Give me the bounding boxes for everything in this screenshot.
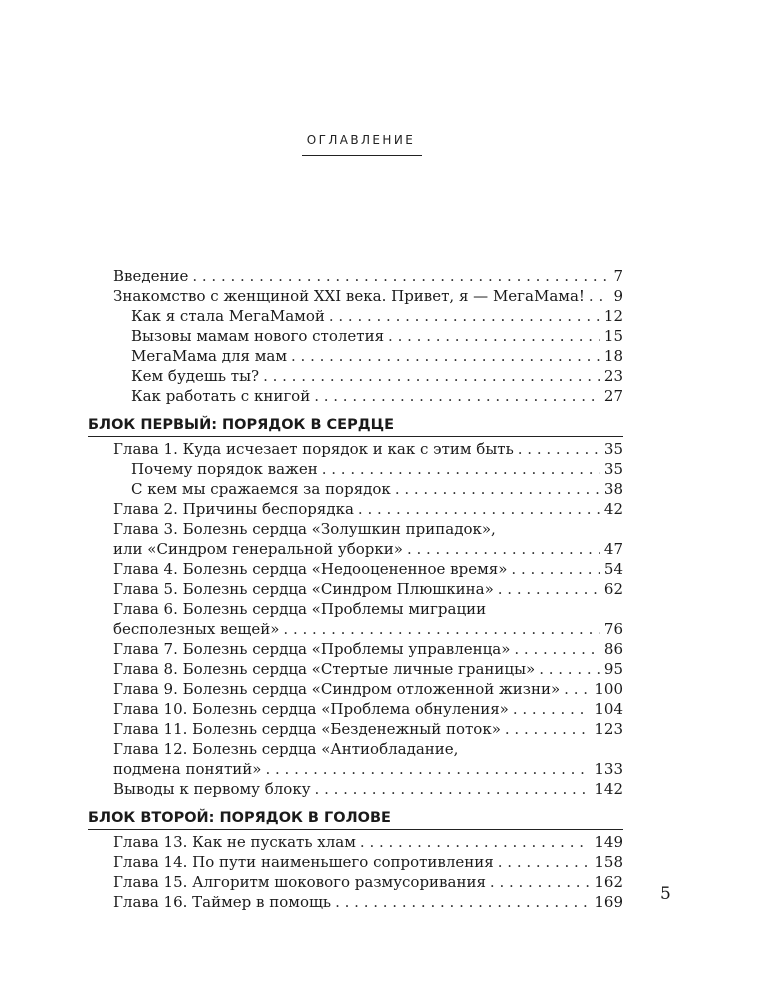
toc-entry-title: Глава 8. Болезнь сердца «Стертые личные границы» bbox=[113, 660, 536, 678]
toc-dot-leader bbox=[315, 779, 591, 799]
toc-dot-leader bbox=[322, 459, 600, 479]
toc-entry-page: 35 bbox=[603, 440, 623, 458]
toc-entry bbox=[113, 326, 623, 346]
toc-entry bbox=[113, 832, 623, 852]
toc-section bbox=[88, 807, 623, 912]
toc-entry-page: 162 bbox=[594, 873, 623, 891]
toc-entry bbox=[113, 559, 623, 579]
toc-dot-leader bbox=[395, 479, 600, 499]
toc-entry bbox=[113, 872, 623, 892]
toc-entry-page: 123 bbox=[594, 720, 623, 738]
toc-entry-page: 54 bbox=[603, 560, 623, 578]
toc-entry-page: 27 bbox=[603, 387, 623, 405]
toc-entry bbox=[113, 519, 623, 539]
toc-dot-leader bbox=[358, 499, 600, 519]
toc-entry bbox=[113, 366, 623, 386]
toc-entry-title: Глава 12. Болезнь сердца «Антиобладание, bbox=[113, 740, 459, 758]
toc-entry-title: Глава 10. Болезнь сердца «Проблема обнуления» bbox=[113, 700, 509, 718]
toc-entry-page: 47 bbox=[603, 540, 623, 558]
toc-entry bbox=[113, 539, 623, 559]
toc-dot-leader bbox=[518, 439, 600, 459]
toc-entry-page: 7 bbox=[613, 267, 623, 285]
toc-entry-title: Глава 11. Болезнь сердца «Безденежный поток» bbox=[113, 720, 501, 738]
toc-entry bbox=[113, 659, 623, 679]
toc-entry-page: 18 bbox=[603, 347, 623, 365]
toc-entry bbox=[113, 266, 623, 286]
toc-entry bbox=[113, 699, 623, 719]
toc-entry-title: Как я стала МегаМамой bbox=[131, 307, 325, 325]
toc-dot-leader bbox=[291, 346, 600, 366]
toc-entry-page: 149 bbox=[594, 833, 623, 851]
toc-entry bbox=[113, 779, 623, 799]
toc-entry bbox=[113, 892, 623, 912]
toc-entry-title: С кем мы сражаемся за порядок bbox=[131, 480, 391, 498]
toc-entry bbox=[113, 599, 623, 619]
toc-dot-leader bbox=[589, 286, 610, 306]
toc-entry-title: Как работать с книгой bbox=[131, 387, 311, 405]
sections bbox=[88, 414, 623, 912]
toc-entry-title: Глава 6. Болезнь сердца «Проблемы миграции bbox=[113, 600, 487, 618]
toc-entry bbox=[113, 439, 623, 459]
toc-entry-title: Глава 3. Болезнь сердца «Золушкин припадок», bbox=[113, 520, 496, 538]
toc-dot-leader bbox=[539, 659, 600, 679]
toc-entry bbox=[113, 306, 623, 326]
toc-dot-leader bbox=[192, 266, 609, 286]
toc-entry-title: МегаМама для мам bbox=[131, 347, 287, 365]
toc-dot-leader bbox=[335, 892, 590, 912]
toc-entry-page: 42 bbox=[603, 500, 623, 518]
toc-entry-title: Глава 4. Болезнь сердца «Недооцененное время» bbox=[113, 560, 508, 578]
toc-entry-title: Кем будешь ты? bbox=[131, 367, 260, 385]
toc-entry-page: 104 bbox=[594, 700, 623, 718]
toc-dot-leader bbox=[265, 759, 590, 779]
toc-entry-title: Знакомство с женщиной XXI века. Привет, я — МегаМама! bbox=[113, 287, 585, 305]
toc-dot-leader bbox=[513, 699, 591, 719]
toc-entry-page: 35 bbox=[603, 460, 623, 478]
intro-list bbox=[113, 266, 623, 406]
section-rule bbox=[88, 829, 623, 830]
toc-entry bbox=[113, 619, 623, 639]
toc-entry-page: 12 bbox=[603, 307, 623, 325]
toc-entry-title: Глава 15. Алгоритм шокового размусоривания bbox=[113, 873, 486, 891]
toc-entry-title: Почему порядок важен bbox=[131, 460, 318, 478]
toc-entry-title: Глава 13. Как не пускать хлам bbox=[113, 833, 356, 851]
toc-entry bbox=[113, 739, 623, 759]
toc-dot-leader bbox=[498, 852, 591, 872]
toc-dot-leader bbox=[505, 719, 590, 739]
toc-entry-page: 62 bbox=[603, 580, 623, 598]
toc-entry bbox=[113, 459, 623, 479]
toc-entry-title: Вызовы мамам нового столетия bbox=[131, 327, 385, 345]
toc-entry-title: Глава 7. Болезнь сердца «Проблемы управленца» bbox=[113, 640, 511, 658]
toc-entry-page: 169 bbox=[594, 893, 623, 911]
toc-dot-leader bbox=[388, 326, 600, 346]
toc-entry-title: Глава 1. Куда исчезает порядок и как с этим быть bbox=[113, 440, 514, 458]
toc-entry-title: или «Синдром генеральной уборки» bbox=[113, 540, 403, 558]
toc-entry-title: Глава 2. Причины беспорядка bbox=[113, 500, 354, 518]
heading-underline bbox=[302, 155, 422, 156]
toc-entry-page: 100 bbox=[594, 680, 623, 698]
toc-entry bbox=[113, 579, 623, 599]
toc-entry-page: 95 bbox=[603, 660, 623, 678]
table-of-contents bbox=[88, 266, 623, 912]
toc-entry bbox=[113, 479, 623, 499]
toc-dot-leader bbox=[514, 639, 600, 659]
toc-entry bbox=[113, 639, 623, 659]
toc-entry-page: 133 bbox=[594, 760, 623, 778]
toc-dot-leader bbox=[314, 386, 600, 406]
toc-entry-title: Введение bbox=[113, 267, 189, 285]
toc-entry bbox=[113, 852, 623, 872]
toc-section bbox=[88, 414, 623, 799]
toc-entry-page: 142 bbox=[594, 780, 623, 798]
toc-entry bbox=[113, 346, 623, 366]
toc-entry-title: подмена понятий» bbox=[113, 760, 262, 778]
toc-dot-leader bbox=[407, 539, 600, 559]
toc-entry-title: Глава 5. Болезнь сердца «Синдром Плюшкина» bbox=[113, 580, 494, 598]
toc-dot-leader bbox=[263, 366, 600, 386]
toc-entry-page: 86 bbox=[603, 640, 623, 658]
toc-entry-page: 9 bbox=[613, 287, 623, 305]
toc-entry-title: Глава 9. Болезнь сердца «Синдром отложенной жизни» bbox=[113, 680, 561, 698]
toc-dot-leader bbox=[511, 559, 599, 579]
toc-entry-title: Глава 16. Таймер в помощь bbox=[113, 893, 332, 911]
toc-dot-leader bbox=[360, 832, 590, 852]
toc-entry-page: 23 bbox=[603, 367, 623, 385]
toc-entry bbox=[113, 286, 623, 306]
section-title: БЛОК ПЕРВЫЙ: ПОРЯДОК В СЕРДЦЕ bbox=[88, 417, 394, 433]
toc-dot-leader bbox=[498, 579, 600, 599]
page-number: 5 bbox=[660, 884, 671, 904]
toc-dot-leader bbox=[564, 679, 590, 699]
toc-entry-page: 158 bbox=[594, 853, 623, 871]
toc-entry bbox=[113, 719, 623, 739]
section-rule bbox=[88, 436, 623, 437]
section-title: БЛОК ВТОРОЙ: ПОРЯДОК В ГОЛОВЕ bbox=[88, 810, 391, 826]
toc-dot-leader bbox=[283, 619, 600, 639]
toc-entry bbox=[113, 759, 623, 779]
toc-dot-leader bbox=[490, 872, 590, 892]
toc-entry-page: 76 bbox=[603, 620, 623, 638]
toc-entry bbox=[113, 386, 623, 406]
toc-dot-leader bbox=[329, 306, 600, 326]
toc-heading: ОГЛАВЛЕНИЕ bbox=[306, 133, 416, 147]
toc-entry-title: Глава 14. По пути наименьшего сопротивления bbox=[113, 853, 494, 871]
toc-entry bbox=[113, 499, 623, 519]
toc-entry-title: Выводы к первому блоку bbox=[113, 780, 311, 798]
toc-entry-page: 15 bbox=[603, 327, 623, 345]
toc-entry-title: бесполезных вещей» bbox=[113, 620, 280, 638]
toc-entry bbox=[113, 679, 623, 699]
toc-entry-page: 38 bbox=[603, 480, 623, 498]
